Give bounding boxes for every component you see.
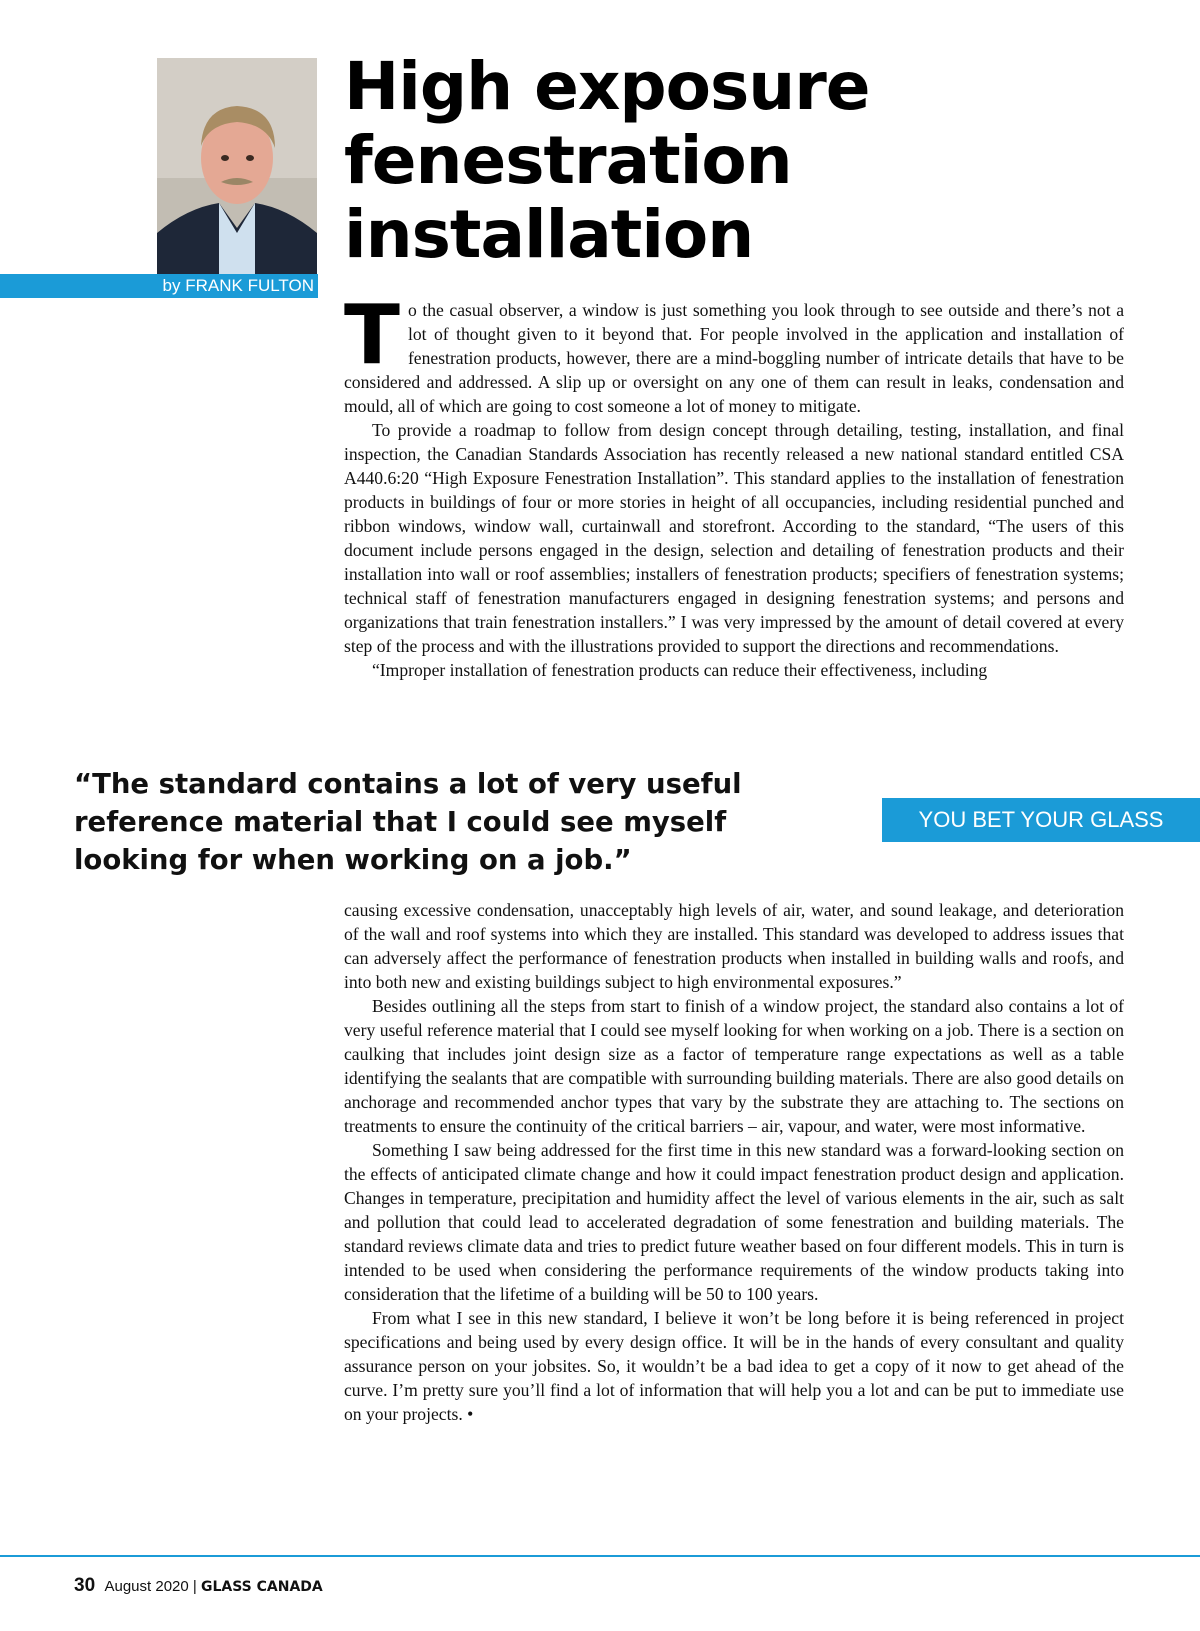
article-paragraph: Something I saw being addressed for the first time in this new standard was a forward-looking section on the effects of anticipated climate change and how it could impact fenestration product design and application. Changes in temperature, precipitation and humidity affect the level of various elements in the air, such as salt and pollution that could lead to accelerated degradation of some fenestration and building materials. The standard reviews climate data and tries to predict future weather based on four different models. This in turn is intended to be used when considering the performance requirements of the window products taking into consideration that the lifetime of a building will be 50 to 100 years. [344,1140,1124,1304]
issue-date: August 2020 | [104,1578,197,1595]
page-footer [74,1575,323,1597]
article-paragraph: causing excessive condensation, unacceptably high levels of air, water, and sound leakage, and deterioration of the wall and roof systems into which they are installed. This standard was developed to address issues that can adversely affect the performance of fenestration products when installed in building walls and roofs, and into both new and existing buildings subject to high environmental exposures.” [344,900,1124,992]
article-body-bottom [344,898,1124,1426]
byline: by FRANK FULTON [0,274,318,298]
lead-text: o the casual observer, a window is just something you look through to see outside and there’s not a lot of thought given to it beyond that. For people involved in the application and installation of fenestration products, however, there are a mind-boggling number of intricate details that have to be considered and addressed. A slip up or oversight on any one of them can result in leaks, condensation and mould, all of which are going to cost someone a lot of money to mitigate. [344,300,1124,416]
author-portrait-icon [157,58,317,274]
pull-quote: “The standard contains a lot of very useful reference material that I could see myself looking for when working on a job.” [74,768,742,876]
column-tag: YOU BET YOUR GLASS [882,798,1200,842]
article-paragraph: “Improper installation of fenestration products can reduce their effectiveness, including [372,660,988,680]
article-body-top [344,288,1124,682]
footer-rule [0,1555,1200,1557]
article-paragraph: Besides outlining all the steps from start to finish of a window project, the standard also contains a lot of very useful reference material that I could see myself looking for when working on a job. There is a section on caulking that includes joint design size as a factor of temperature range expectations as well as a table identifying the sealants that are compatible with surrounding building materials. There are also good details on anchorage and recommended anchor types that vary by the substrate they are attaching to. The sections on treatments to ensure the continuity of the critical barriers – air, vapour, and water, were most informative. [344,996,1124,1136]
magazine-name: GLASS CANADA [200,1579,323,1595]
headline: High exposure fenestration installation [344,48,870,273]
page-number: 30 [74,1575,96,1596]
drop-cap: T [344,288,400,383]
article-paragraph: From what I see in this new standard, I believe it won’t be long before it is being referenced in project specifications and being used by every design office. It will be in the hands of every consultant and quality assurance person on your jobsites. So, it wouldn’t be a bad idea to get a copy of it now to get ahead of the curve. I’m pretty sure you’ll find a lot of information that will help you a lot and can be put to immediate use on your projects. • [344,1308,1124,1424]
article-paragraph: To provide a roadmap to follow from design concept through detailing, testing, installation, and final inspection, the Canadian Standards Association has recently released a new national standard entitled CSA A440.6:20 “High Exposure Fenestration Installation”. This standard applies to the installation of fenestration products in buildings of four or more stories in height of all occupancies, including residential punched and ribbon windows, window wall, curtainwall and storefront. According to the standard, “The users of this document include persons engaged in the design, selection and detailing of fenestration products and their installation into wall or roof assemblies; installers of fenestration products; specifiers of fenestration systems; technical staff of fenestration manufacturers engaged in designing fenestration systems; and persons and organizations that train fenestration installers.” I was very impressed by the amount of detail covered at every step of the process and with the illustrations provided to support the directions and recommendations. [344,420,1124,656]
author-photo [157,58,317,274]
article-paragraph [344,288,1124,418]
